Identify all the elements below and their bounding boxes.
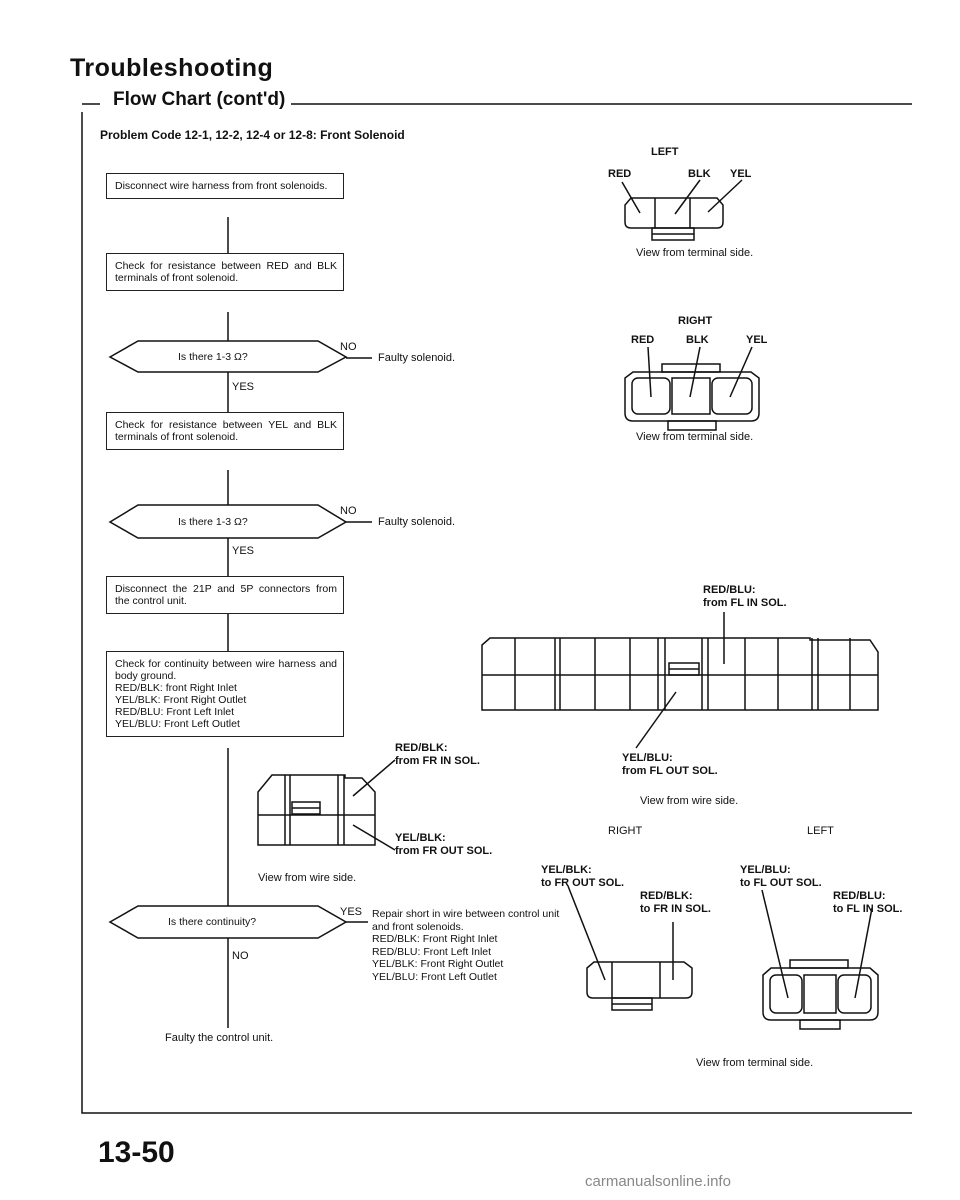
fl-out-sol-label (740, 864, 822, 890)
continuity-line-3: RED/BLU: Front Left Inlet (115, 706, 235, 718)
fr-in-wire-color: RED/BLK: (395, 742, 448, 754)
decision-3-yes: YES (340, 906, 363, 918)
continuity-line-1: RED/BLK: front Right Inlet (115, 682, 237, 694)
bottom-view-note: View from terminal side. (696, 1057, 814, 1069)
fr-out-sol-dest: to FR OUT SOL. (541, 877, 625, 889)
faulty-control-unit: Faulty the control unit. (165, 1032, 274, 1044)
right-blk-label: BLK (686, 334, 709, 346)
control-unit-5p-connector (258, 760, 395, 850)
right-view-note: View from terminal side. (636, 431, 754, 443)
page-title: Troubleshooting (70, 54, 274, 82)
step-check-yel-blk: Check for resistance between YEL and BLK terminals of front solenoid. (106, 412, 344, 450)
page-number: 13-50 (98, 1136, 175, 1169)
watermark: carmanualsonline.info (585, 1173, 731, 1190)
left-blk-label: BLK (688, 168, 711, 180)
repair-intro: Repair short in wire between control unit and front solenoids. (372, 908, 560, 933)
fl-out-wire-label (622, 752, 718, 778)
fl-in-sol-label (833, 890, 902, 916)
decision-1-result: Faulty solenoid. (378, 352, 456, 364)
decision-3-text: Is there continuity? (168, 916, 257, 928)
fr-out-wire-label (395, 832, 492, 858)
bottom-left-title: LEFT (807, 825, 834, 837)
repair-line-2: RED/BLU: Front Left Inlet (372, 945, 492, 958)
fl-out-sol-color: YEL/BLU: (740, 864, 791, 876)
decision-1-no: NO (340, 341, 357, 353)
control-unit-21p-connector (482, 612, 878, 748)
continuity-line-2: YEL/BLK: Front Right Outlet (115, 694, 247, 706)
repair-line-4: YEL/BLU: Front Left Outlet (372, 970, 497, 983)
left-solenoid-connector (622, 180, 742, 240)
problem-code: Problem Code 12-1, 12-2, 12-4 or 12-8: Front Solenoid (100, 128, 405, 142)
fr-out-sol-label (541, 864, 624, 890)
left-connector-title: LEFT (651, 146, 679, 158)
decision-1-text: Is there 1-3 Ω? (178, 351, 248, 363)
section-subtitle: Flow Chart (cont'd) (107, 89, 291, 111)
decision-1-yes: YES (232, 381, 255, 393)
right-red-label: RED (631, 334, 655, 346)
fr-out-wire-dest: from FR OUT SOL. (395, 845, 493, 857)
fl-in-wire-color: RED/BLU: (703, 584, 756, 596)
repair-line-3: YEL/BLK: Front Right Outlet (372, 958, 504, 970)
decision-2-no: NO (340, 505, 357, 517)
fr-in-wire-label (395, 742, 480, 768)
decision-3-no: NO (232, 950, 249, 962)
fl-in-wire-label (703, 584, 787, 610)
fl-in-sol-color: RED/BLU: (833, 890, 886, 902)
fl-in-wire-dest: from FL IN SOL. (703, 597, 787, 609)
decision-2-text: Is there 1-3 Ω? (178, 516, 248, 528)
fr-in-sol-dest: to FR IN SOL. (640, 903, 711, 915)
fl-in-sol-dest: to FL IN SOL. (833, 903, 903, 915)
right-yel-label: YEL (746, 334, 768, 346)
repair-line-1: RED/BLK: Front Right Inlet (372, 933, 498, 945)
decision-2-result: Faulty solenoid. (378, 516, 456, 528)
fr-in-sol-label (640, 890, 711, 916)
step-disconnect-control-unit: Disconnect the 21P and 5P connectors from the control unit. (106, 576, 344, 614)
right-connector-title: RIGHT (678, 315, 713, 327)
fr-out-wire-color: YEL/BLK: (395, 832, 446, 844)
fl-out-wire-color: YEL/BLU: (622, 752, 673, 764)
fr-in-wire-dest: from FR IN SOL. (395, 755, 480, 767)
left-red-label: RED (608, 168, 632, 180)
fl-out-sol-dest: to FL OUT SOL. (740, 877, 822, 889)
continuity-line-4: YEL/BLU: Front Left Outlet (115, 718, 240, 730)
fr-in-sol-color: RED/BLK: (640, 890, 693, 902)
fr-out-sol-color: YEL/BLK: (541, 864, 592, 876)
continuity-intro: Check for continuity between wire harness and body ground. (115, 658, 337, 682)
left-view-note: View from terminal side. (636, 247, 754, 259)
bottom-right-title: RIGHT (608, 825, 643, 837)
step-check-continuity (106, 651, 344, 737)
left-yel-label: YEL (730, 168, 752, 180)
right-solenoid-connector (625, 347, 759, 430)
small-connector-view-note: View from wire side. (258, 872, 357, 884)
fl-out-wire-dest: from FL OUT SOL. (622, 765, 718, 777)
repair-short-note (372, 908, 577, 983)
step-check-red-blk: Check for resistance between RED and BLK terminals of front solenoid. (106, 253, 344, 291)
decision-2-yes: YES (232, 545, 255, 557)
big-connector-view-note: View from wire side. (640, 795, 739, 807)
step-disconnect-harness: Disconnect wire harness from front solenoids. (106, 173, 344, 199)
